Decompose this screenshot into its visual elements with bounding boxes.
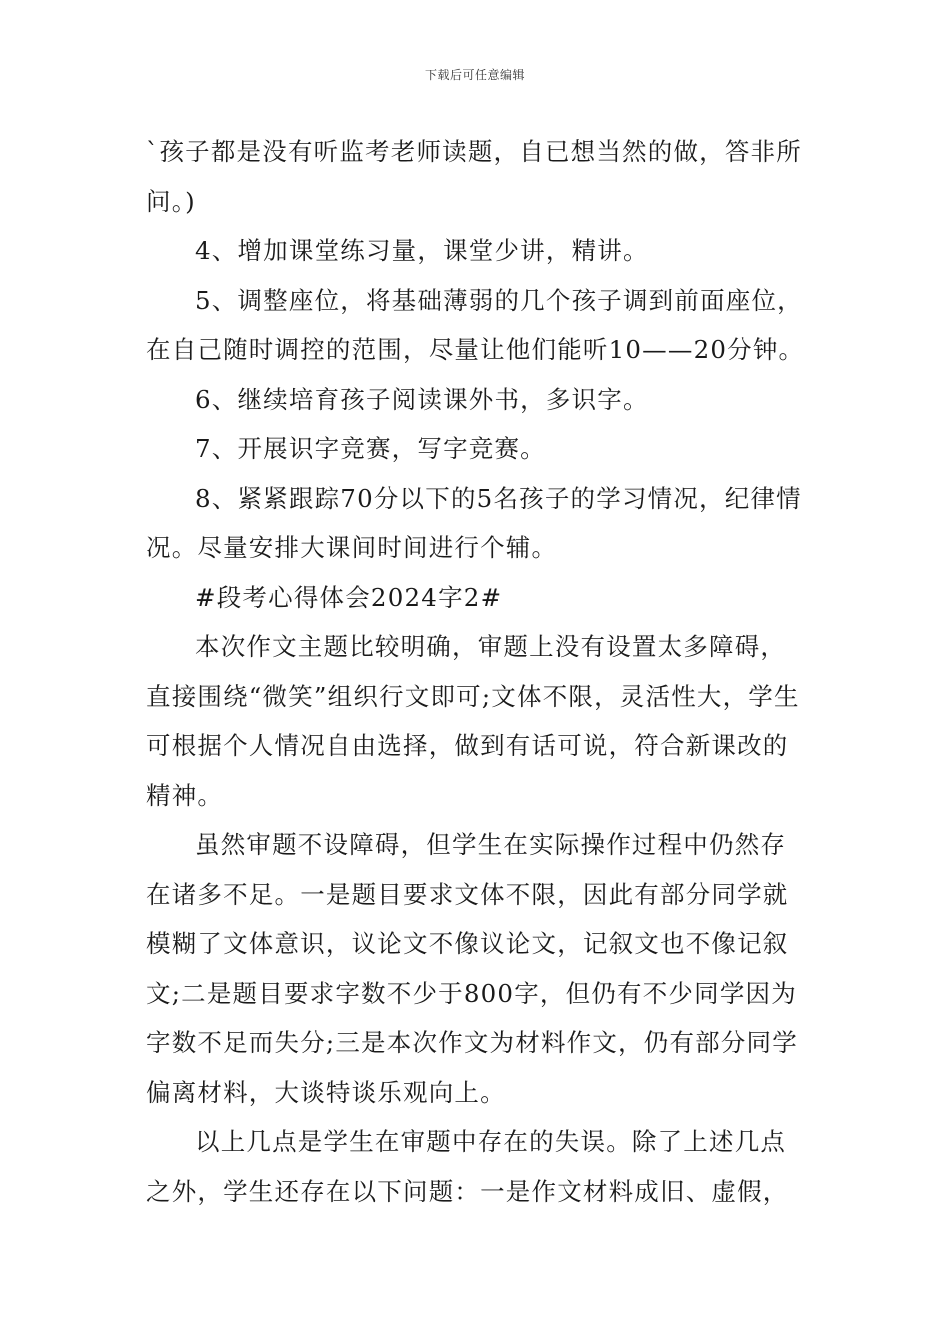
paragraph-7: 本次作文主题比较明确，审题上没有设置太多障碍，直接围绕“微笑”组织行文即可;文体不限，灵活性大，学生可根据个人情况自由选择，做到有话可说，符合新课改的精神。: [146, 632, 800, 810]
paragraph-5: 7、开展识字竞赛，写字竞赛。: [195, 434, 546, 463]
page-header: 下载后可任意编辑: [424, 68, 525, 82]
paragraph-2: 4、增加课堂练习量，课堂少讲，精讲。: [195, 236, 649, 265]
paragraph-8: 虽然审题不设障碍，但学生在实际操作过程中仍然存在诸多不足。一是题目要求文体不限，因此有部分同学就模糊了文体意识，议论文不像议论文，记叙文也不像记叙文;二是题目要求字数不少于800字，但仍有不少同学因为字数不足而失分;三是本次作文为材料作文，仍有部分同学偏离材料，大谈特谈乐观向上。: [146, 830, 798, 1107]
section-heading: #段考心得体会2024字2#: [195, 582, 503, 612]
paragraph-3: 5、调整座位，将基础薄弱的几个孩子调到前面座位，在自己随时调控的范围，尽量让他们能听10——20分钟。: [146, 285, 805, 364]
paragraph-4: 6、继续培育孩子阅读课外书，多识字。: [195, 384, 649, 414]
paragraph-9: 以上几点是学生在审题中存在的失误。除了上述几点之外，学生还存在以下问题：一是作文材料成旧、虚假，: [146, 1127, 789, 1206]
document-body: [146, 127, 808, 1216]
paragraph-1: `孩子都是没有听监考老师读题，自已想当然的做，答非所问。): [146, 137, 802, 216]
paragraph-6: 8、紧紧跟踪70分以下的5名孩子的学习情况，纪律情况。尽量安排大课间时间进行个辅。: [146, 483, 802, 562]
